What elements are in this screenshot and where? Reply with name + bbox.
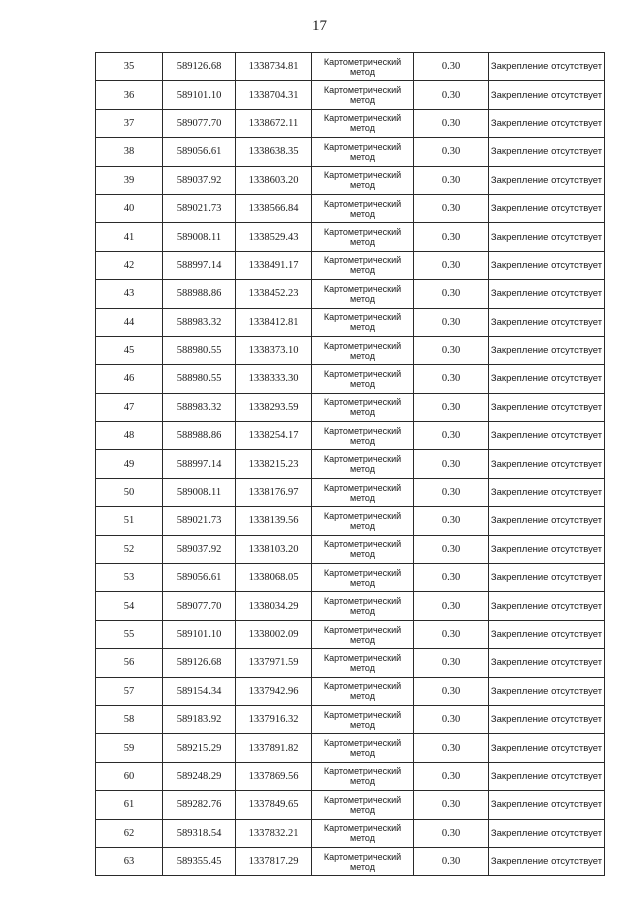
table-row (96, 194, 605, 222)
y-coordinate-cell: 1338672.11 (236, 109, 312, 137)
x-coordinate-cell: 589008.11 (163, 478, 236, 506)
method-cell: Картометрический метод (312, 81, 414, 109)
point-number-cell: 37 (96, 109, 163, 137)
fixing-description-cell: Закрепление отсутствует (489, 847, 605, 875)
x-coordinate-cell: 588997.14 (163, 450, 236, 478)
method-cell: Картометрический метод (312, 223, 414, 251)
y-coordinate-cell: 1338373.10 (236, 336, 312, 364)
point-number-cell: 51 (96, 507, 163, 535)
method-cell: Картометрический метод (312, 649, 414, 677)
y-coordinate-cell: 1338176.97 (236, 478, 312, 506)
fixing-description-cell: Закрепление отсутствует (489, 478, 605, 506)
y-coordinate-cell: 1337869.56 (236, 762, 312, 790)
accuracy-cell: 0.30 (414, 620, 489, 648)
accuracy-cell: 0.30 (414, 308, 489, 336)
point-number-cell: 52 (96, 535, 163, 563)
fixing-description-cell: Закрепление отсутствует (489, 53, 605, 81)
y-coordinate-cell: 1338002.09 (236, 620, 312, 648)
x-coordinate-cell: 589101.10 (163, 81, 236, 109)
fixing-description-cell: Закрепление отсутствует (489, 620, 605, 648)
y-coordinate-cell: 1338638.35 (236, 138, 312, 166)
y-coordinate-cell: 1337942.96 (236, 677, 312, 705)
fixing-description-cell: Закрепление отсутствует (489, 223, 605, 251)
point-number-cell: 53 (96, 564, 163, 592)
method-cell: Картометрический метод (312, 564, 414, 592)
x-coordinate-cell: 588997.14 (163, 251, 236, 279)
point-number-cell: 38 (96, 138, 163, 166)
accuracy-cell: 0.30 (414, 450, 489, 478)
x-coordinate-cell: 588988.86 (163, 280, 236, 308)
point-number-cell: 54 (96, 592, 163, 620)
table-row (96, 223, 605, 251)
x-coordinate-cell: 588980.55 (163, 336, 236, 364)
point-number-cell: 63 (96, 847, 163, 875)
fixing-description-cell: Закрепление отсутствует (489, 422, 605, 450)
accuracy-cell: 0.30 (414, 791, 489, 819)
y-coordinate-cell: 1338139.56 (236, 507, 312, 535)
accuracy-cell: 0.30 (414, 762, 489, 790)
point-number-cell: 55 (96, 620, 163, 648)
accuracy-cell: 0.30 (414, 109, 489, 137)
y-coordinate-cell: 1338293.59 (236, 393, 312, 421)
y-coordinate-cell: 1338491.17 (236, 251, 312, 279)
fixing-description-cell: Закрепление отсутствует (489, 450, 605, 478)
x-coordinate-cell: 589248.29 (163, 762, 236, 790)
table-row (96, 507, 605, 535)
y-coordinate-cell: 1338068.05 (236, 564, 312, 592)
accuracy-cell: 0.30 (414, 53, 489, 81)
table-row (96, 308, 605, 336)
point-number-cell: 61 (96, 791, 163, 819)
x-coordinate-cell: 589077.70 (163, 592, 236, 620)
accuracy-cell: 0.30 (414, 564, 489, 592)
method-cell: Картометрический метод (312, 762, 414, 790)
y-coordinate-cell: 1338333.30 (236, 365, 312, 393)
method-cell: Картометрический метод (312, 535, 414, 563)
point-number-cell: 41 (96, 223, 163, 251)
table-row (96, 705, 605, 733)
fixing-description-cell: Закрепление отсутствует (489, 109, 605, 137)
fixing-description-cell: Закрепление отсутствует (489, 138, 605, 166)
x-coordinate-cell: 589021.73 (163, 507, 236, 535)
accuracy-cell: 0.30 (414, 365, 489, 393)
accuracy-cell: 0.30 (414, 251, 489, 279)
y-coordinate-cell: 1337832.21 (236, 819, 312, 847)
y-coordinate-cell: 1338254.17 (236, 422, 312, 450)
y-coordinate-cell: 1338566.84 (236, 194, 312, 222)
accuracy-cell: 0.30 (414, 592, 489, 620)
x-coordinate-cell: 589282.76 (163, 791, 236, 819)
y-coordinate-cell: 1338529.43 (236, 223, 312, 251)
table-row (96, 336, 605, 364)
fixing-description-cell: Закрепление отсутствует (489, 194, 605, 222)
accuracy-cell: 0.30 (414, 81, 489, 109)
table-row (96, 393, 605, 421)
method-cell: Картометрический метод (312, 507, 414, 535)
table-row (96, 564, 605, 592)
accuracy-cell: 0.30 (414, 166, 489, 194)
table-row (96, 478, 605, 506)
method-cell: Картометрический метод (312, 53, 414, 81)
table-row (96, 109, 605, 137)
method-cell: Картометрический метод (312, 592, 414, 620)
table-row (96, 251, 605, 279)
point-number-cell: 49 (96, 450, 163, 478)
method-cell: Картометрический метод (312, 365, 414, 393)
fixing-description-cell: Закрепление отсутствует (489, 791, 605, 819)
page-number: 17 (312, 18, 327, 34)
table-row (96, 450, 605, 478)
accuracy-cell: 0.30 (414, 422, 489, 450)
accuracy-cell: 0.30 (414, 280, 489, 308)
method-cell: Картометрический метод (312, 194, 414, 222)
fixing-description-cell: Закрепление отсутствует (489, 762, 605, 790)
point-number-cell: 39 (96, 166, 163, 194)
point-number-cell: 57 (96, 677, 163, 705)
point-number-cell: 59 (96, 734, 163, 762)
accuracy-cell: 0.30 (414, 705, 489, 733)
accuracy-cell: 0.30 (414, 138, 489, 166)
method-cell: Картометрический метод (312, 450, 414, 478)
y-coordinate-cell: 1338734.81 (236, 53, 312, 81)
point-number-cell: 36 (96, 81, 163, 109)
y-coordinate-cell: 1338103.20 (236, 535, 312, 563)
fixing-description-cell: Закрепление отсутствует (489, 166, 605, 194)
method-cell: Картометрический метод (312, 819, 414, 847)
x-coordinate-cell: 589355.45 (163, 847, 236, 875)
table-row (96, 138, 605, 166)
fixing-description-cell: Закрепление отсутствует (489, 819, 605, 847)
y-coordinate-cell: 1337916.32 (236, 705, 312, 733)
fixing-description-cell: Закрепление отсутствует (489, 280, 605, 308)
table-row (96, 734, 605, 762)
accuracy-cell: 0.30 (414, 819, 489, 847)
table-row (96, 847, 605, 875)
point-number-cell: 58 (96, 705, 163, 733)
table-row (96, 762, 605, 790)
accuracy-cell: 0.30 (414, 393, 489, 421)
method-cell: Картометрический метод (312, 705, 414, 733)
fixing-description-cell: Закрепление отсутствует (489, 81, 605, 109)
fixing-description-cell: Закрепление отсутствует (489, 507, 605, 535)
table-row (96, 422, 605, 450)
y-coordinate-cell: 1337891.82 (236, 734, 312, 762)
y-coordinate-cell: 1338412.81 (236, 308, 312, 336)
y-coordinate-cell: 1338452.23 (236, 280, 312, 308)
method-cell: Картометрический метод (312, 109, 414, 137)
table-row (96, 791, 605, 819)
point-number-cell: 46 (96, 365, 163, 393)
table-row (96, 365, 605, 393)
x-coordinate-cell: 589056.61 (163, 138, 236, 166)
accuracy-cell: 0.30 (414, 336, 489, 364)
fixing-description-cell: Закрепление отсутствует (489, 564, 605, 592)
accuracy-cell: 0.30 (414, 507, 489, 535)
y-coordinate-cell: 1337971.59 (236, 649, 312, 677)
method-cell: Картометрический метод (312, 251, 414, 279)
x-coordinate-cell: 589037.92 (163, 535, 236, 563)
x-coordinate-cell: 589021.73 (163, 194, 236, 222)
fixing-description-cell: Закрепление отсутствует (489, 251, 605, 279)
x-coordinate-cell: 588983.32 (163, 308, 236, 336)
y-coordinate-cell: 1338603.20 (236, 166, 312, 194)
table-row (96, 53, 605, 81)
method-cell: Картометрический метод (312, 847, 414, 875)
x-coordinate-cell: 589008.11 (163, 223, 236, 251)
x-coordinate-cell: 589215.29 (163, 734, 236, 762)
fixing-description-cell: Закрепление отсутствует (489, 649, 605, 677)
table-row (96, 166, 605, 194)
accuracy-cell: 0.30 (414, 194, 489, 222)
method-cell: Картометрический метод (312, 677, 414, 705)
method-cell: Картометрический метод (312, 280, 414, 308)
accuracy-cell: 0.30 (414, 677, 489, 705)
x-coordinate-cell: 589056.61 (163, 564, 236, 592)
accuracy-cell: 0.30 (414, 223, 489, 251)
method-cell: Картометрический метод (312, 422, 414, 450)
x-coordinate-cell: 589318.54 (163, 819, 236, 847)
point-number-cell: 42 (96, 251, 163, 279)
coordinates-table (95, 52, 605, 876)
x-coordinate-cell: 588988.86 (163, 422, 236, 450)
method-cell: Картометрический метод (312, 336, 414, 364)
table-row (96, 677, 605, 705)
fixing-description-cell: Закрепление отсутствует (489, 734, 605, 762)
y-coordinate-cell: 1337817.29 (236, 847, 312, 875)
point-number-cell: 47 (96, 393, 163, 421)
point-number-cell: 40 (96, 194, 163, 222)
table-row (96, 81, 605, 109)
table-row (96, 535, 605, 563)
accuracy-cell: 0.30 (414, 649, 489, 677)
method-cell: Картометрический метод (312, 138, 414, 166)
point-number-cell: 56 (96, 649, 163, 677)
table-row (96, 819, 605, 847)
table-row (96, 592, 605, 620)
fixing-description-cell: Закрепление отсутствует (489, 336, 605, 364)
y-coordinate-cell: 1337849.65 (236, 791, 312, 819)
x-coordinate-cell: 588983.32 (163, 393, 236, 421)
accuracy-cell: 0.30 (414, 734, 489, 762)
x-coordinate-cell: 589126.68 (163, 649, 236, 677)
fixing-description-cell: Закрепление отсутствует (489, 393, 605, 421)
method-cell: Картометрический метод (312, 620, 414, 648)
accuracy-cell: 0.30 (414, 535, 489, 563)
point-number-cell: 35 (96, 53, 163, 81)
x-coordinate-cell: 589126.68 (163, 53, 236, 81)
method-cell: Картометрический метод (312, 166, 414, 194)
y-coordinate-cell: 1338034.29 (236, 592, 312, 620)
x-coordinate-cell: 589077.70 (163, 109, 236, 137)
fixing-description-cell: Закрепление отсутствует (489, 592, 605, 620)
method-cell: Картометрический метод (312, 791, 414, 819)
x-coordinate-cell: 589154.34 (163, 677, 236, 705)
accuracy-cell: 0.30 (414, 478, 489, 506)
x-coordinate-cell: 588980.55 (163, 365, 236, 393)
point-number-cell: 45 (96, 336, 163, 364)
y-coordinate-cell: 1338215.23 (236, 450, 312, 478)
fixing-description-cell: Закрепление отсутствует (489, 365, 605, 393)
fixing-description-cell: Закрепление отсутствует (489, 705, 605, 733)
method-cell: Картометрический метод (312, 308, 414, 336)
fixing-description-cell: Закрепление отсутствует (489, 677, 605, 705)
x-coordinate-cell: 589183.92 (163, 705, 236, 733)
coordinates-table-body (96, 53, 605, 876)
point-number-cell: 60 (96, 762, 163, 790)
point-number-cell: 48 (96, 422, 163, 450)
fixing-description-cell: Закрепление отсутствует (489, 535, 605, 563)
table-row (96, 280, 605, 308)
point-number-cell: 50 (96, 478, 163, 506)
table-row (96, 620, 605, 648)
y-coordinate-cell: 1338704.31 (236, 81, 312, 109)
method-cell: Картометрический метод (312, 734, 414, 762)
point-number-cell: 44 (96, 308, 163, 336)
fixing-description-cell: Закрепление отсутствует (489, 308, 605, 336)
point-number-cell: 43 (96, 280, 163, 308)
method-cell: Картометрический метод (312, 393, 414, 421)
x-coordinate-cell: 589101.10 (163, 620, 236, 648)
accuracy-cell: 0.30 (414, 847, 489, 875)
table-row (96, 649, 605, 677)
x-coordinate-cell: 589037.92 (163, 166, 236, 194)
method-cell: Картометрический метод (312, 478, 414, 506)
point-number-cell: 62 (96, 819, 163, 847)
